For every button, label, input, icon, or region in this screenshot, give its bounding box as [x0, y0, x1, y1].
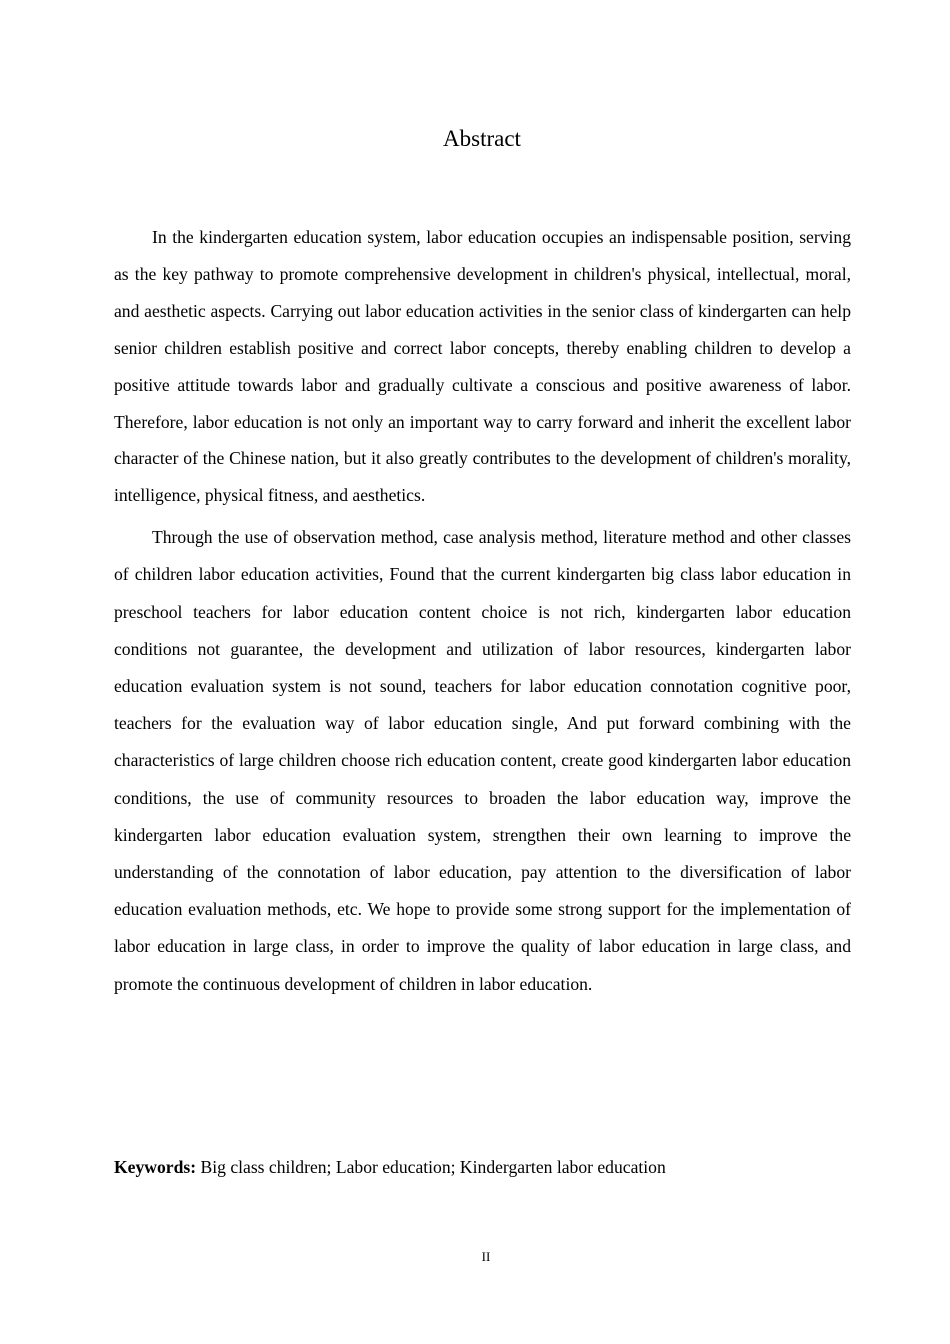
keywords-line — [114, 1153, 851, 1181]
abstract-title: Abstract — [443, 126, 521, 151]
keywords-label: Keywords: — [114, 1157, 197, 1177]
abstract-paragraph-2: Through the use of observation method, case analysis method, literature method and other classes of children labor education activities, Found that the current kindergarten big class labor education in preschool teachers for labor education content choice is not rich, kindergarten labor education conditions not guarantee, the development and utilization of labor resources, kindergarten labor education evaluation system is not sound, teachers for labor education connotation cognitive poor, teachers for the evaluation way of labor education single, And put forward combining with the characteristics of large children choose rich education content, create good kindergarten labor education conditions, the use of community resources to broaden the labor education way, improve the kindergarten labor education evaluation system, strengthen their own learning to improve the understanding of the connotation of labor education, pay attention to the diversification of labor education evaluation methods, etc. We hope to provide some strong support for the implementation of labor education in large class, in order to improve the quality of labor education in large class, and promote the continuous development of children in labor education. — [114, 527, 851, 994]
keywords-text: Big class children; Labor education; Kindergarten labor education — [200, 1157, 666, 1177]
abstract-body — [114, 219, 851, 1008]
abstract-paragraph-1: In the kindergarten education system, labor education occupies an indispensable position, serving as the key pathway to promote comprehensive development in children's physical, intellectual, moral, and aesthetic aspects. Carrying out labor education activities in the senior class of kindergarten can help senior children establish positive and correct labor concepts, thereby enabling children to develop a positive attitude towards labor and gradually cultivate a conscious and positive awareness of labor. Therefore, labor education is not only an important way to carry forward and inherit the excellent labor character of the Chinese nation, but it also greatly contributes to the development of children's morality, intelligence, physical fitness, and aesthetics. — [114, 227, 851, 506]
page-number: II — [481, 1249, 491, 1264]
